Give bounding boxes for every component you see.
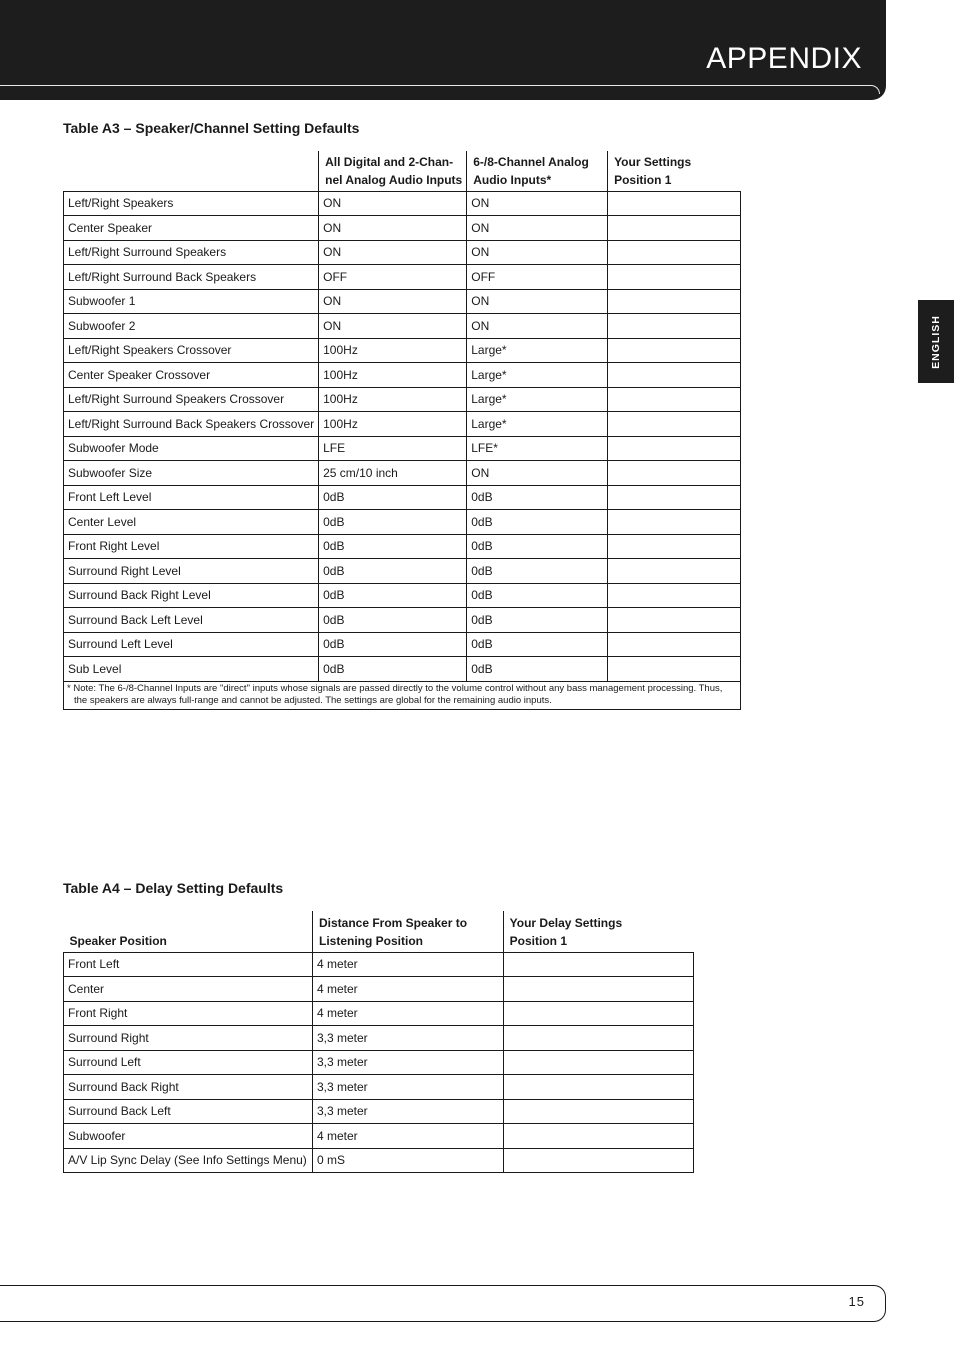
table-a3 (63, 151, 741, 710)
table-cell: 3,3 meter (312, 1099, 503, 1124)
table-cell: Subwoofer 2 (64, 314, 319, 339)
user-setting-cell (608, 191, 741, 216)
header-line: Speaker Position (69, 933, 167, 948)
table-row (64, 461, 741, 486)
table-cell: Surround Back Right Level (64, 583, 319, 608)
table-row (64, 412, 741, 437)
table-cell: ON (467, 314, 608, 339)
table-cell: ON (467, 191, 608, 216)
table-cell: 0dB (467, 510, 608, 535)
table-cell: Surround Left Level (64, 632, 319, 657)
table-cell: Left/Right Speakers Crossover (64, 338, 319, 363)
header-line: Your Delay Settings (509, 915, 623, 930)
table-a3-header-multichannel (467, 151, 608, 191)
table-row (64, 510, 741, 535)
user-setting-cell (503, 952, 693, 977)
user-setting-cell (608, 534, 741, 559)
table-cell: 0dB (319, 632, 467, 657)
table-cell: Surround Right Level (64, 559, 319, 584)
table-row (64, 534, 741, 559)
table-cell: 0dB (319, 559, 467, 584)
table-row (64, 1026, 694, 1051)
table-cell: 0dB (319, 534, 467, 559)
user-setting-cell (608, 436, 741, 461)
table-cell: LFE (319, 436, 467, 461)
user-setting-cell (503, 1075, 693, 1100)
table-a4-header-your-delay (503, 911, 693, 952)
table-cell: 0dB (467, 559, 608, 584)
user-setting-cell (503, 1148, 693, 1173)
table-a4-header-row (64, 911, 694, 952)
table-a3-title: Table A3 – Speaker/Channel Setting Defaults (63, 120, 360, 136)
table-cell: Surround Left (64, 1050, 313, 1075)
table-cell: 4 meter (312, 952, 503, 977)
table-row (64, 559, 741, 584)
table-cell: OFF (319, 265, 467, 290)
table-row (64, 265, 741, 290)
table-cell: 25 cm/10 inch (319, 461, 467, 486)
table-cell: 0dB (319, 657, 467, 682)
table-cell: ON (319, 191, 467, 216)
user-setting-cell (608, 240, 741, 265)
language-tab (918, 300, 954, 383)
user-setting-cell (503, 1050, 693, 1075)
table-cell: OFF (467, 265, 608, 290)
header-rule (0, 85, 880, 94)
user-setting-cell (608, 510, 741, 535)
table-row (64, 436, 741, 461)
table-row (64, 216, 741, 241)
table-cell: Front Left (64, 952, 313, 977)
table-cell: 4 meter (312, 1124, 503, 1149)
header-line: nel Analog Audio Inputs (325, 172, 463, 187)
user-setting-cell (608, 265, 741, 290)
table-cell: 3,3 meter (312, 1050, 503, 1075)
table-a4 (63, 911, 694, 1173)
table-cell: Large* (467, 363, 608, 388)
table-cell: 100Hz (319, 412, 467, 437)
table-row (64, 314, 741, 339)
table-row (64, 485, 741, 510)
user-setting-cell (503, 1026, 693, 1051)
table-cell: Left/Right Surround Back Speakers Crossover (64, 412, 319, 437)
table-row (64, 191, 741, 216)
table-cell: Surround Back Right (64, 1075, 313, 1100)
header-line: Position 1 (509, 933, 567, 948)
user-setting-cell (608, 216, 741, 241)
table-cell: ON (319, 216, 467, 241)
table-cell: ON (319, 289, 467, 314)
table-cell: Center Speaker (64, 216, 319, 241)
table-a3-header-your-settings (608, 151, 741, 191)
table-cell: Front Right Level (64, 534, 319, 559)
table-cell: ON (319, 240, 467, 265)
table-cell: 0dB (467, 632, 608, 657)
table-cell: 100Hz (319, 338, 467, 363)
table-a3-note-row (64, 681, 741, 709)
table-cell: Subwoofer 1 (64, 289, 319, 314)
table-cell: Left/Right Speakers (64, 191, 319, 216)
table-row (64, 608, 741, 633)
table-row (64, 1001, 694, 1026)
table-cell: ON (467, 289, 608, 314)
table-cell: 3,3 meter (312, 1075, 503, 1100)
table-a3-body (64, 191, 741, 681)
user-setting-cell (608, 657, 741, 682)
header-line: Position 1 (614, 172, 672, 187)
table-row (64, 657, 741, 682)
note-line: the speakers are always full-range and cannot be adjusted. The settings are global for the remaining audio inputs. (74, 695, 552, 706)
table-cell: Sub Level (64, 657, 319, 682)
table-row (64, 1050, 694, 1075)
table-a3-header-row (64, 151, 741, 191)
table-cell: ON (467, 461, 608, 486)
user-setting-cell (608, 583, 741, 608)
table-cell: A/V Lip Sync Delay (See Info Settings Menu) (64, 1148, 313, 1173)
user-setting-cell (608, 632, 741, 657)
header-line: Your Settings (614, 154, 692, 169)
table-cell: 0dB (319, 510, 467, 535)
table-row (64, 583, 741, 608)
table-cell: 0dB (467, 657, 608, 682)
table-a3-note (64, 681, 741, 709)
table-cell: 100Hz (319, 387, 467, 412)
table-a4-body (64, 952, 694, 1173)
table-row (64, 977, 694, 1002)
table-row (64, 387, 741, 412)
table-cell: Subwoofer (64, 1124, 313, 1149)
table-row (64, 952, 694, 977)
user-setting-cell (608, 412, 741, 437)
table-cell: Front Right (64, 1001, 313, 1026)
table-cell: Subwoofer Size (64, 461, 319, 486)
user-setting-cell (503, 1099, 693, 1124)
table-row (64, 289, 741, 314)
user-setting-cell (608, 608, 741, 633)
table-cell: 0dB (319, 583, 467, 608)
page-header (0, 0, 886, 100)
user-setting-cell (608, 363, 741, 388)
table-cell: LFE* (467, 436, 608, 461)
header-line: Distance From Speaker to (318, 915, 468, 930)
user-setting-cell (608, 387, 741, 412)
table-cell: Front Left Level (64, 485, 319, 510)
table-row (64, 338, 741, 363)
table-cell: 0dB (319, 608, 467, 633)
table-cell: ON (467, 216, 608, 241)
note-line: * Note: The 6-/8-Channel Inputs are "direct" inputs whose signals are passed directly to the volume control without any bass management processing. Thus, (67, 682, 723, 694)
table-cell: 0dB (467, 583, 608, 608)
table-cell: Surround Right (64, 1026, 313, 1051)
table-cell: 0dB (467, 534, 608, 559)
table-cell: Left/Right Surround Speakers (64, 240, 319, 265)
table-cell: Center Level (64, 510, 319, 535)
user-setting-cell (608, 338, 741, 363)
table-cell: 4 meter (312, 977, 503, 1002)
table-cell: Large* (467, 387, 608, 412)
user-setting-cell (608, 289, 741, 314)
table-row (64, 363, 741, 388)
user-setting-cell (608, 485, 741, 510)
table-row (64, 632, 741, 657)
table-cell: 100Hz (319, 363, 467, 388)
table-cell: 0dB (467, 608, 608, 633)
table-row (64, 1124, 694, 1149)
table-cell: 0 mS (312, 1148, 503, 1173)
table-cell: 4 meter (312, 1001, 503, 1026)
page-title: APPENDIX (706, 42, 862, 75)
table-cell: 0dB (319, 485, 467, 510)
user-setting-cell (608, 559, 741, 584)
table-cell: Left/Right Surround Back Speakers (64, 265, 319, 290)
table-a4-title: Table A4 – Delay Setting Defaults (63, 880, 284, 896)
table-cell: Left/Right Surround Speakers Crossover (64, 387, 319, 412)
page-footer (0, 1285, 886, 1322)
table-cell: ON (467, 240, 608, 265)
table-row (64, 1099, 694, 1124)
table-a4-header-distance (312, 911, 503, 952)
table-row (64, 1075, 694, 1100)
table-a3-header-digital (319, 151, 467, 191)
language-tab-label: ENGLISH (930, 314, 942, 369)
table-cell: Center Speaker Crossover (64, 363, 319, 388)
page-number: 15 (848, 1294, 865, 1309)
table-cell: Surround Back Left (64, 1099, 313, 1124)
table-cell: Surround Back Left Level (64, 608, 319, 633)
table-cell: 0dB (467, 485, 608, 510)
table-cell: ON (319, 314, 467, 339)
header-line: All Digital and 2-Chan- (325, 154, 454, 169)
header-line: Listening Position (318, 933, 423, 948)
table-cell: 3,3 meter (312, 1026, 503, 1051)
table-a3-header-blank (64, 151, 319, 191)
table-cell: Large* (467, 338, 608, 363)
table-row (64, 1148, 694, 1173)
user-setting-cell (503, 977, 693, 1002)
table-cell: Large* (467, 412, 608, 437)
table-cell: Center (64, 977, 313, 1002)
header-line: Audio Inputs* (473, 172, 552, 187)
user-setting-cell (608, 461, 741, 486)
user-setting-cell (503, 1124, 693, 1149)
table-row (64, 240, 741, 265)
table-a4-header-speaker-position (64, 911, 313, 952)
header-line: 6-/8-Channel Analog (473, 154, 589, 169)
user-setting-cell (608, 314, 741, 339)
user-setting-cell (503, 1001, 693, 1026)
table-cell: Subwoofer Mode (64, 436, 319, 461)
